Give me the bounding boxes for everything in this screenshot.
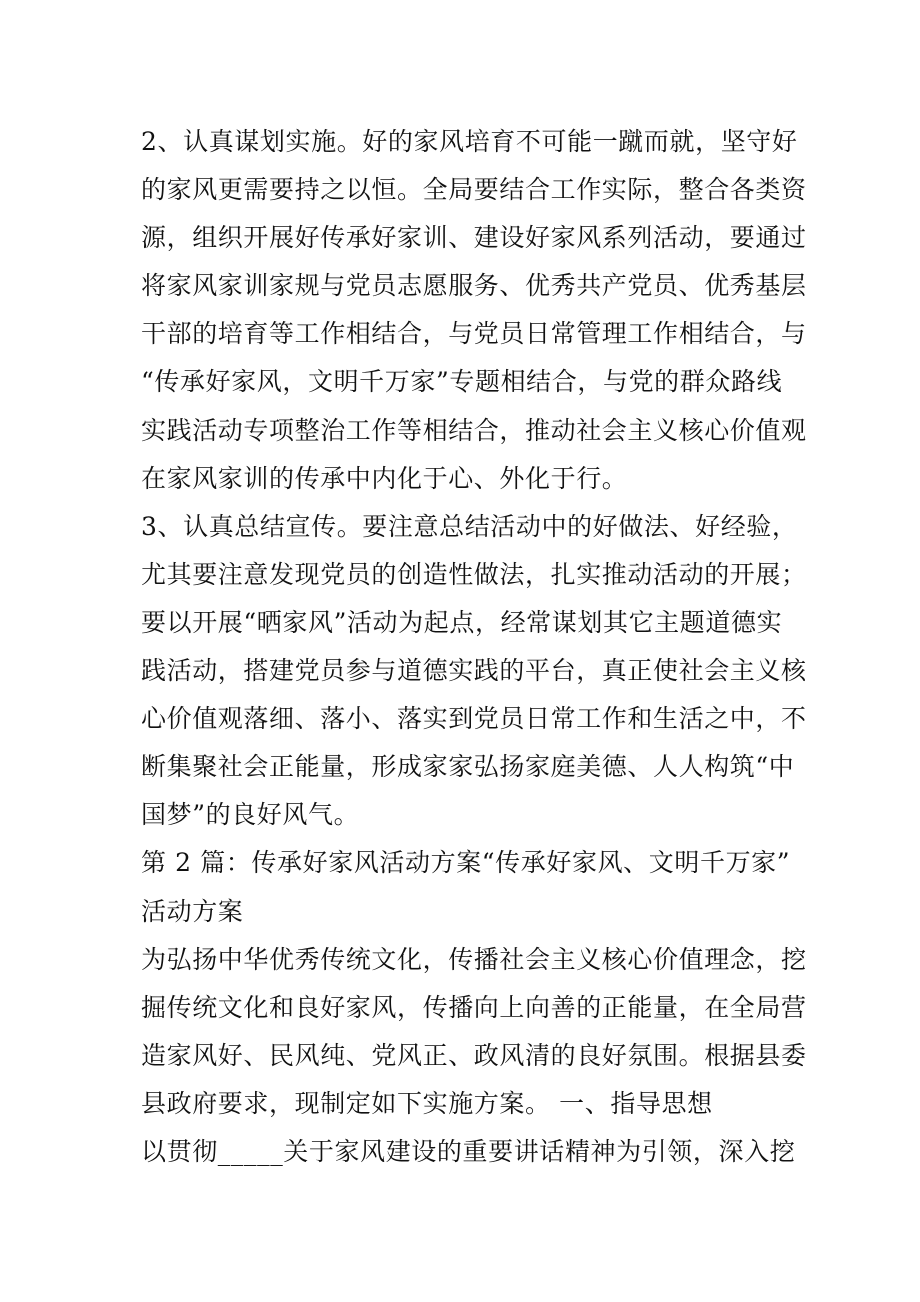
text-line: “传承好家风，文明千万家”专题相结合，与党的群众路线 <box>141 367 783 397</box>
text-line: 为弘扬中华优秀传统文化，传播社会主义核心价值理念，挖 <box>141 944 807 974</box>
text-line: 3、认真总结宣传。要注意总结活动中的好做法、好经验， <box>141 511 798 541</box>
text-line: 源，组织开展好传承好家训、建设好家风系列活动，要通过 <box>141 223 807 253</box>
text-line: 的家风更需要持之以恒。全局要结合工作实际，整合各类资 <box>141 175 807 205</box>
text-line: 县政府要求，现制定如下实施方案。 一、指导思想 <box>141 1088 713 1118</box>
text-line: 心价值观落细、落小、落实到党员日常工作和生活之中，不 <box>141 704 807 734</box>
section-heading-continued: 活动方案 <box>141 896 244 926</box>
text-line: 将家风家训家规与党员志愿服务、优秀共产党员、优秀基层 <box>141 271 807 301</box>
text-line: 践活动，搭建党员参与道德实践的平台，真正使社会主义核 <box>141 656 807 686</box>
text-line: 以贯彻_____关于家风建设的重要讲话精神为引领，深入挖 <box>141 1136 796 1166</box>
document-body <box>141 118 807 1176</box>
text-line: 造家风好、民风纯、党风正、政风清的良好氛围。根据县委 <box>141 1040 807 1070</box>
text-line: 掘传统文化和良好家风，传播向上向善的正能量，在全局营 <box>141 992 807 1022</box>
text-line: 在家风家训的传承中内化于心、外化于行。 <box>141 463 628 493</box>
section-heading: 第 2 篇：传承好家风活动方案“传承好家风、文明千万家” <box>141 848 791 878</box>
text-line: 干部的培育等工作相结合，与党员日常管理工作相结合，与 <box>141 319 807 349</box>
text-line: 要以开展“晒家风”活动为起点，经常谋划其它主题道德实 <box>141 607 783 637</box>
text-line: 尤其要注意发现党员的创造性做法，扎实推动活动的开展； <box>141 559 807 589</box>
text-line: 实践活动专项整治工作等相结合，推动社会主义核心价值观 <box>141 415 807 445</box>
text-line: 2、认真谋划实施。好的家风培育不可能一蹴而就，坚守好 <box>141 127 798 156</box>
text-line: 国梦”的良好风气。 <box>141 800 360 830</box>
text-line: 断集聚社会正能量，形成家家弘扬家庭美德、人人构筑“中 <box>141 752 795 782</box>
